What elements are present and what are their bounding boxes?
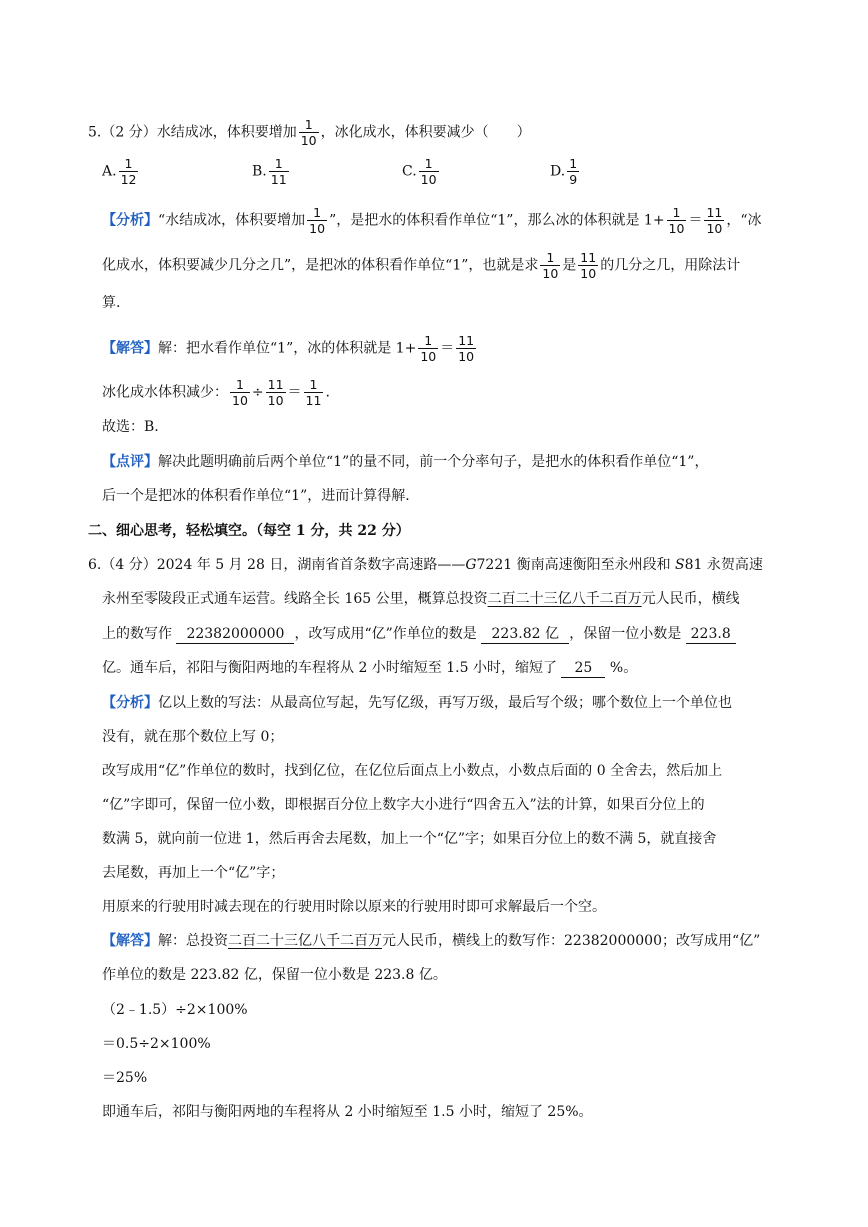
q5-answer-line1 xyxy=(102,334,478,363)
fraction: $\frac{1}{10}$ xyxy=(542,250,559,282)
option-letter: D. xyxy=(550,163,566,180)
text: 永州至零陵段正式通车运营。线路全长 165 公里，概算总投资 xyxy=(102,591,488,607)
fraction: $\frac{1}{10}$ xyxy=(300,117,317,149)
q6-analysis-line6: 去尾数，再加上一个“亿”字； xyxy=(102,865,285,881)
text: 7221 衡南高速衡阳至永州段和 xyxy=(476,557,676,573)
q5-option-b xyxy=(252,157,291,186)
q6-number: 6. xyxy=(88,557,102,573)
text: S xyxy=(675,557,685,573)
text: “水结成冰，体积要增加 xyxy=(158,212,306,229)
q5-analysis-line2 xyxy=(102,251,740,280)
text: ，保留一位小数是 xyxy=(569,626,682,642)
q6-conclusion: 即通车后，祁阳与衡阳两地的车程将从 2 小时缩短至 1.5 小时，缩短了 25%。 xyxy=(102,1104,593,1120)
analysis-tag: 【分析】 xyxy=(102,212,158,229)
fraction: $\frac{1}{12}$ xyxy=(120,156,137,188)
text: ＝ xyxy=(440,340,455,357)
text: G xyxy=(465,557,477,573)
text: ，“冰 xyxy=(726,212,762,229)
q6-answer-line2: 作单位的数是 223.82 亿，保留一位小数是 223.8 亿。 xyxy=(102,967,447,983)
q6-line2 xyxy=(102,592,740,606)
q5-choice: 故选：B. xyxy=(102,419,159,435)
text: 是 xyxy=(562,257,577,274)
answer-blank-4: 25 xyxy=(561,660,605,678)
text: %。 xyxy=(609,660,638,676)
fraction: $\frac{11}{10}$ xyxy=(267,377,284,409)
answer-blank-1: 22382000000 xyxy=(176,626,294,644)
q5-option-a xyxy=(102,157,140,186)
fraction: $\frac{1}{11}$ xyxy=(270,156,287,188)
fraction: $\frac{11}{10}$ xyxy=(458,333,475,365)
text: 解决此题明确前后两个单位“1”的量不同，前一个分率句子，是把水的体积看作单位“1”， xyxy=(158,454,709,470)
text: 的几分之几，用除法计 xyxy=(600,257,741,274)
q5-comment-line1 xyxy=(102,455,708,469)
fraction: $\frac{11}{10}$ xyxy=(580,250,597,282)
q5-stem-text: 水结成冰，体积要增加 xyxy=(156,124,297,141)
option-letter: B. xyxy=(252,163,267,180)
q6-analysis-line5: 数满 5，就向前一位进 1，然后再舍去尾数，加上一个“亿”字；如果百分位上的数不满 5，就直接舍 xyxy=(102,831,717,847)
q6-analysis-line2: 没有，就在那个数位上写 0； xyxy=(102,729,284,745)
text: 81 永贺高速 xyxy=(684,557,763,573)
text: 解：总投资 xyxy=(158,933,228,949)
fraction: $\frac{1}{10}$ xyxy=(309,205,326,237)
fraction: $\frac{1}{9}$ xyxy=(569,156,578,188)
text: 化成水，体积要减少几分之几”，是把冰的体积看作单位“1”，也就是求 xyxy=(102,257,539,274)
q5-score: （2 分） xyxy=(101,124,157,141)
fraction: $\frac{1}{10}$ xyxy=(420,333,437,365)
q6-analysis-line7: 用原来的行驶用时减去现在的行驶用时除以原来的行驶用时即可求解最后一个空。 xyxy=(102,899,606,915)
q6-line3 xyxy=(102,626,736,644)
q6-line4 xyxy=(102,660,637,678)
q6-line1 xyxy=(88,558,763,572)
text: ”，是把水的体积看作单位“1”，那么冰的体积就是 1+ xyxy=(329,212,665,229)
fraction: $\frac{1}{10}$ xyxy=(232,377,248,409)
q5-stem-text: ，冰化成水，体积要减少（ ） xyxy=(320,124,531,141)
text: （4 分）2024 年 5 月 28 日，湖南省首条数字高速路—— xyxy=(101,557,466,573)
q5-option-c xyxy=(402,157,441,186)
q6-calc-line3: ＝25% xyxy=(102,1070,148,1086)
answer-blank-3: 223.8 xyxy=(686,626,736,644)
q5-number: 5. xyxy=(88,124,102,141)
fraction: $\frac{11}{10}$ xyxy=(706,205,723,237)
q5-stem xyxy=(88,118,531,147)
text: ＝ xyxy=(688,212,703,229)
analysis-tag: 【分析】 xyxy=(102,695,158,711)
q5-analysis-line1 xyxy=(102,206,762,235)
text: ＝ xyxy=(287,384,302,401)
q5-analysis-line3: 算. xyxy=(102,295,121,311)
text: 冰化成水体积减少： xyxy=(102,384,228,401)
underlined-text: 二百二十三亿八千二百万 xyxy=(228,933,382,949)
option-letter: C. xyxy=(402,163,417,180)
section-title: 二、细心思考，轻松填空。（每空 1 分，共 22 分） xyxy=(88,523,410,539)
fraction: $\frac{1}{11}$ xyxy=(305,377,322,409)
text: 元人民币，横线上的数写作：22382000000；改写成用“亿” xyxy=(382,933,761,949)
comment-tag: 【点评】 xyxy=(102,454,158,470)
text: 亿以上数的写法：从最高位写起，先写亿级，再写万级，最后写个级；哪个数位上一个单位也 xyxy=(158,695,732,711)
q6-answer-line1 xyxy=(102,934,760,948)
text: 亿。通车后，祁阳与衡阳两地的车程将从 2 小时缩短至 1.5 小时，缩短了 xyxy=(102,660,557,676)
text: 上的数写作 xyxy=(102,626,172,642)
text: ÷ xyxy=(251,384,264,401)
q5-option-d xyxy=(550,157,581,186)
text: 解：把水看作单位“1”，冰的体积就是 1+ xyxy=(158,340,417,357)
answer-tag: 【解答】 xyxy=(102,340,158,357)
q6-analysis-line3: 改写成用“亿”作单位的数时，找到亿位，在亿位后面点上小数点，小数点后面的 0 全舍去，然后加上 xyxy=(102,763,723,779)
q5-comment-line2: 后一个是把冰的体积看作单位“1”，进而计算得解. xyxy=(102,488,410,504)
q5-answer-line2 xyxy=(102,378,330,407)
underlined-text: 二百二十三亿八千二百万 xyxy=(487,591,642,607)
option-letter: A. xyxy=(102,163,117,180)
q6-analysis-line1 xyxy=(102,696,732,710)
fraction: $\frac{1}{10}$ xyxy=(668,205,685,237)
text: 元人民币，横线 xyxy=(641,591,740,607)
text: . xyxy=(325,384,330,401)
text: ，改写成用“亿”作单位的数是 xyxy=(294,626,477,642)
q6-analysis-line4: “亿”字即可，保留一位小数，即根据百分位上数字大小进行“四舍五入”法的计算，如果百分位上的 xyxy=(102,797,705,813)
answer-blank-2: 223.82 亿 xyxy=(481,626,569,644)
answer-tag: 【解答】 xyxy=(102,933,158,949)
fraction: $\frac{1}{10}$ xyxy=(420,156,437,188)
q6-calc-line1: （2﹣1.5）÷2×100% xyxy=(102,1002,248,1018)
q6-calc-line2: ＝0.5÷2×100% xyxy=(102,1036,211,1052)
